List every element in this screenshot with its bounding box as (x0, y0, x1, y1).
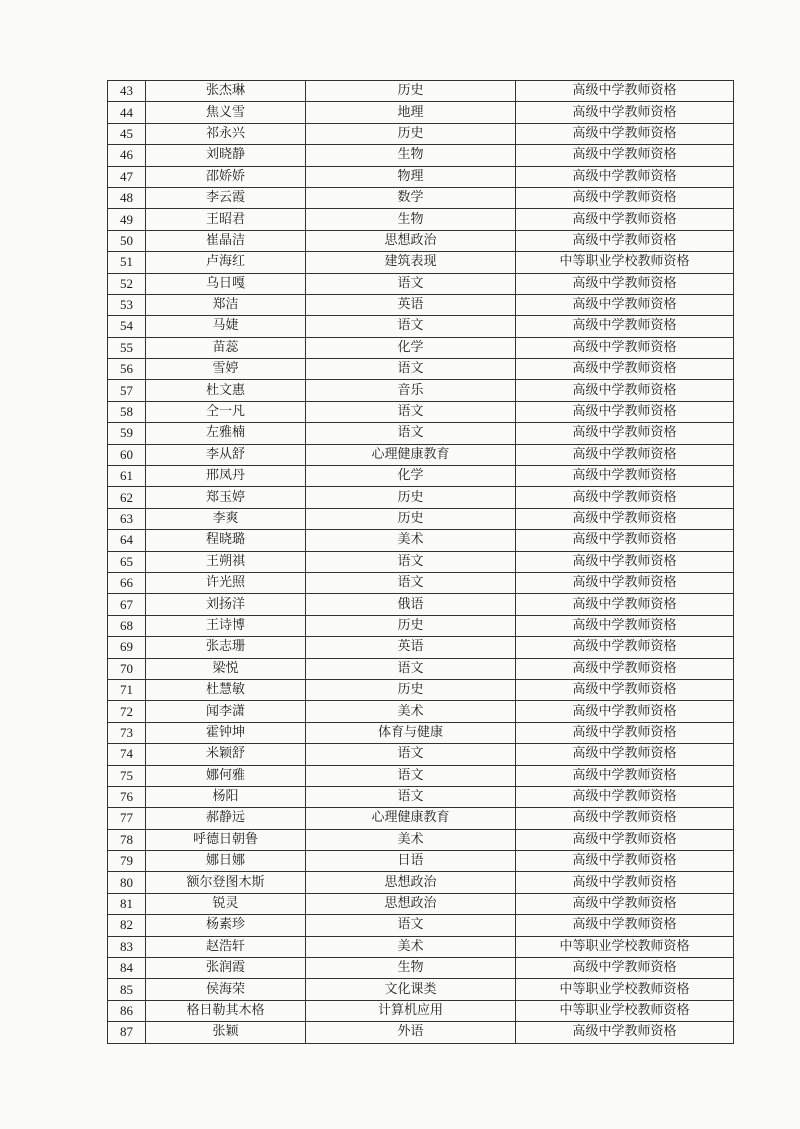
table-row (108, 615, 734, 636)
cell-subject: 思想政治 (306, 893, 516, 914)
cell-name: 卢海红 (146, 252, 306, 273)
cell-number: 73 (108, 722, 146, 743)
table-row (108, 808, 734, 829)
table-row (108, 530, 734, 551)
cell-number: 77 (108, 808, 146, 829)
cell-name: 许光照 (146, 572, 306, 593)
cell-qualification: 高级中学教师资格 (516, 615, 734, 636)
cell-subject: 音乐 (306, 380, 516, 401)
cell-name: 赵浩轩 (146, 936, 306, 957)
cell-name: 苗蕊 (146, 337, 306, 358)
cell-name: 张志珊 (146, 637, 306, 658)
cell-number: 64 (108, 530, 146, 551)
table-row (108, 893, 734, 914)
cell-subject: 历史 (306, 81, 516, 102)
cell-name: 杜慧敏 (146, 679, 306, 700)
cell-subject: 俄语 (306, 594, 516, 615)
cell-subject: 数学 (306, 187, 516, 208)
cell-number: 61 (108, 466, 146, 487)
table-row (108, 380, 734, 401)
table-row (108, 102, 734, 123)
cell-subject: 语文 (306, 359, 516, 380)
cell-name: 李爽 (146, 508, 306, 529)
cell-subject: 语文 (306, 786, 516, 807)
cell-name: 闻李潇 (146, 701, 306, 722)
cell-number: 46 (108, 145, 146, 166)
table-row (108, 936, 734, 957)
table-row (108, 722, 734, 743)
cell-name: 米颖舒 (146, 744, 306, 765)
cell-name: 焦义雪 (146, 102, 306, 123)
cell-subject: 体育与健康 (306, 722, 516, 743)
cell-subject: 历史 (306, 508, 516, 529)
cell-subject: 历史 (306, 679, 516, 700)
cell-subject: 建筑表现 (306, 252, 516, 273)
cell-subject: 化学 (306, 466, 516, 487)
cell-name: 格日勒其木格 (146, 1000, 306, 1021)
cell-number: 50 (108, 230, 146, 251)
cell-subject: 语文 (306, 273, 516, 294)
table-row (108, 444, 734, 465)
cell-subject: 计算机应用 (306, 1000, 516, 1021)
cell-number: 82 (108, 915, 146, 936)
cell-subject: 历史 (306, 123, 516, 144)
table-row (108, 81, 734, 102)
table-row (108, 252, 734, 273)
table-row (108, 851, 734, 872)
cell-qualification: 高级中学教师资格 (516, 316, 734, 337)
cell-name: 张颖 (146, 1022, 306, 1043)
cell-number: 87 (108, 1022, 146, 1043)
cell-subject: 心理健康教育 (306, 808, 516, 829)
cell-subject: 生物 (306, 209, 516, 230)
cell-name: 张杰琳 (146, 81, 306, 102)
cell-number: 81 (108, 893, 146, 914)
table-body (108, 81, 734, 1044)
cell-subject: 语文 (306, 572, 516, 593)
cell-subject: 思想政治 (306, 230, 516, 251)
cell-number: 86 (108, 1000, 146, 1021)
cell-number: 65 (108, 551, 146, 572)
table-row (108, 744, 734, 765)
cell-name: 呼德日朝鲁 (146, 829, 306, 850)
table-row (108, 487, 734, 508)
cell-number: 55 (108, 337, 146, 358)
cell-number: 71 (108, 679, 146, 700)
cell-name: 侯海荣 (146, 979, 306, 1000)
cell-qualification: 高级中学教师资格 (516, 209, 734, 230)
table-row (108, 209, 734, 230)
cell-number: 85 (108, 979, 146, 1000)
cell-subject: 英语 (306, 637, 516, 658)
table-row (108, 187, 734, 208)
cell-number: 69 (108, 637, 146, 658)
cell-number: 63 (108, 508, 146, 529)
cell-number: 57 (108, 380, 146, 401)
cell-qualification: 高级中学教师资格 (516, 102, 734, 123)
cell-name: 李云霞 (146, 187, 306, 208)
table-row (108, 915, 734, 936)
cell-qualification: 中等职业学校教师资格 (516, 936, 734, 957)
cell-qualification: 高级中学教师资格 (516, 915, 734, 936)
cell-subject: 语文 (306, 915, 516, 936)
table-row (108, 166, 734, 187)
cell-subject: 历史 (306, 615, 516, 636)
cell-number: 80 (108, 872, 146, 893)
cell-name: 郝静远 (146, 808, 306, 829)
cell-qualification: 高级中学教师资格 (516, 123, 734, 144)
cell-name: 雪婷 (146, 359, 306, 380)
cell-number: 43 (108, 81, 146, 102)
cell-name: 乌日嘎 (146, 273, 306, 294)
cell-name: 杜文惠 (146, 380, 306, 401)
cell-qualification: 高级中学教师资格 (516, 637, 734, 658)
cell-number: 75 (108, 765, 146, 786)
table-row (108, 423, 734, 444)
cell-name: 郑玉婷 (146, 487, 306, 508)
table-row (108, 466, 734, 487)
cell-name: 郑洁 (146, 294, 306, 315)
cell-name: 额尔登图木斯 (146, 872, 306, 893)
table-row (108, 765, 734, 786)
cell-name: 刘扬洋 (146, 594, 306, 615)
cell-subject: 日语 (306, 851, 516, 872)
teacher-qualification-table (107, 80, 734, 1044)
cell-number: 66 (108, 572, 146, 593)
cell-qualification: 高级中学教师资格 (516, 551, 734, 572)
cell-qualification: 高级中学教师资格 (516, 786, 734, 807)
table-row (108, 979, 734, 1000)
cell-qualification: 高级中学教师资格 (516, 808, 734, 829)
cell-qualification: 中等职业学校教师资格 (516, 252, 734, 273)
cell-qualification: 高级中学教师资格 (516, 851, 734, 872)
cell-number: 78 (108, 829, 146, 850)
cell-subject: 语文 (306, 551, 516, 572)
cell-name: 马婕 (146, 316, 306, 337)
table-row (108, 359, 734, 380)
cell-name: 梁悦 (146, 658, 306, 679)
cell-qualification: 中等职业学校教师资格 (516, 979, 734, 1000)
cell-qualification: 高级中学教师资格 (516, 658, 734, 679)
cell-subject: 语文 (306, 765, 516, 786)
cell-qualification: 高级中学教师资格 (516, 572, 734, 593)
cell-subject: 化学 (306, 337, 516, 358)
cell-number: 45 (108, 123, 146, 144)
cell-subject: 物理 (306, 166, 516, 187)
cell-qualification: 高级中学教师资格 (516, 872, 734, 893)
cell-name: 左雅楠 (146, 423, 306, 444)
cell-qualification: 高级中学教师资格 (516, 145, 734, 166)
cell-qualification: 高级中学教师资格 (516, 423, 734, 444)
cell-name: 崔晶洁 (146, 230, 306, 251)
cell-qualification: 高级中学教师资格 (516, 1022, 734, 1043)
cell-number: 53 (108, 294, 146, 315)
cell-qualification: 高级中学教师资格 (516, 487, 734, 508)
cell-number: 51 (108, 252, 146, 273)
cell-qualification: 高级中学教师资格 (516, 230, 734, 251)
cell-name: 娜日娜 (146, 851, 306, 872)
cell-qualification: 高级中学教师资格 (516, 958, 734, 979)
cell-subject: 语文 (306, 658, 516, 679)
cell-qualification: 高级中学教师资格 (516, 337, 734, 358)
cell-number: 60 (108, 444, 146, 465)
cell-number: 58 (108, 401, 146, 422)
cell-name: 邵娇娇 (146, 166, 306, 187)
table-row (108, 551, 734, 572)
table-row (108, 294, 734, 315)
cell-subject: 文化课类 (306, 979, 516, 1000)
table-row (108, 637, 734, 658)
table-row (108, 508, 734, 529)
cell-name: 邢凤丹 (146, 466, 306, 487)
cell-qualification: 高级中学教师资格 (516, 594, 734, 615)
cell-number: 70 (108, 658, 146, 679)
cell-subject: 生物 (306, 145, 516, 166)
cell-name: 王诗博 (146, 615, 306, 636)
cell-number: 54 (108, 316, 146, 337)
cell-number: 62 (108, 487, 146, 508)
cell-name: 李从舒 (146, 444, 306, 465)
table-row (108, 658, 734, 679)
cell-qualification: 高级中学教师资格 (516, 187, 734, 208)
cell-subject: 生物 (306, 958, 516, 979)
cell-qualification: 高级中学教师资格 (516, 466, 734, 487)
cell-subject: 语文 (306, 316, 516, 337)
cell-subject: 美术 (306, 701, 516, 722)
cell-name: 程晓璐 (146, 530, 306, 551)
cell-subject: 美术 (306, 829, 516, 850)
cell-number: 68 (108, 615, 146, 636)
cell-subject: 心理健康教育 (306, 444, 516, 465)
cell-number: 59 (108, 423, 146, 444)
cell-name: 霍钟坤 (146, 722, 306, 743)
cell-qualification: 高级中学教师资格 (516, 81, 734, 102)
table-row (108, 230, 734, 251)
cell-name: 王朔祺 (146, 551, 306, 572)
cell-number: 67 (108, 594, 146, 615)
table-row (108, 786, 734, 807)
table-row (108, 572, 734, 593)
cell-subject: 地理 (306, 102, 516, 123)
table-row (108, 145, 734, 166)
table-row (108, 273, 734, 294)
cell-name: 刘晓静 (146, 145, 306, 166)
cell-number: 56 (108, 359, 146, 380)
cell-number: 52 (108, 273, 146, 294)
cell-qualification: 中等职业学校教师资格 (516, 1000, 734, 1021)
cell-number: 84 (108, 958, 146, 979)
cell-name: 锐灵 (146, 893, 306, 914)
cell-name: 仝一凡 (146, 401, 306, 422)
table-row (108, 701, 734, 722)
table-row (108, 1000, 734, 1021)
table-row (108, 401, 734, 422)
cell-qualification: 高级中学教师资格 (516, 401, 734, 422)
cell-qualification: 高级中学教师资格 (516, 294, 734, 315)
table-row (108, 872, 734, 893)
cell-subject: 外语 (306, 1022, 516, 1043)
table-row (108, 337, 734, 358)
cell-subject: 语文 (306, 401, 516, 422)
cell-name: 王昭君 (146, 209, 306, 230)
cell-subject: 语文 (306, 744, 516, 765)
table-row (108, 829, 734, 850)
cell-number: 76 (108, 786, 146, 807)
cell-qualification: 高级中学教师资格 (516, 893, 734, 914)
cell-name: 祁永兴 (146, 123, 306, 144)
table-row (108, 316, 734, 337)
cell-qualification: 高级中学教师资格 (516, 508, 734, 529)
table-row (108, 679, 734, 700)
cell-qualification: 高级中学教师资格 (516, 744, 734, 765)
cell-qualification: 高级中学教师资格 (516, 829, 734, 850)
cell-number: 47 (108, 166, 146, 187)
cell-number: 83 (108, 936, 146, 957)
cell-name: 杨素珍 (146, 915, 306, 936)
cell-subject: 美术 (306, 936, 516, 957)
cell-subject: 历史 (306, 487, 516, 508)
table-row (108, 958, 734, 979)
cell-qualification: 高级中学教师资格 (516, 679, 734, 700)
cell-qualification: 高级中学教师资格 (516, 722, 734, 743)
cell-number: 74 (108, 744, 146, 765)
cell-qualification: 高级中学教师资格 (516, 765, 734, 786)
cell-number: 72 (108, 701, 146, 722)
table-row (108, 1022, 734, 1043)
cell-number: 48 (108, 187, 146, 208)
cell-qualification: 高级中学教师资格 (516, 530, 734, 551)
cell-qualification: 高级中学教师资格 (516, 359, 734, 380)
cell-subject: 语文 (306, 423, 516, 444)
cell-qualification: 高级中学教师资格 (516, 166, 734, 187)
cell-subject: 美术 (306, 530, 516, 551)
cell-qualification: 高级中学教师资格 (516, 380, 734, 401)
cell-number: 44 (108, 102, 146, 123)
cell-qualification: 高级中学教师资格 (516, 701, 734, 722)
cell-subject: 英语 (306, 294, 516, 315)
cell-number: 49 (108, 209, 146, 230)
cell-name: 杨阳 (146, 786, 306, 807)
table-row (108, 123, 734, 144)
cell-name: 娜何雅 (146, 765, 306, 786)
cell-number: 79 (108, 851, 146, 872)
table-row (108, 594, 734, 615)
cell-name: 张润霞 (146, 958, 306, 979)
cell-qualification: 高级中学教师资格 (516, 273, 734, 294)
cell-subject: 思想政治 (306, 872, 516, 893)
cell-qualification: 高级中学教师资格 (516, 444, 734, 465)
